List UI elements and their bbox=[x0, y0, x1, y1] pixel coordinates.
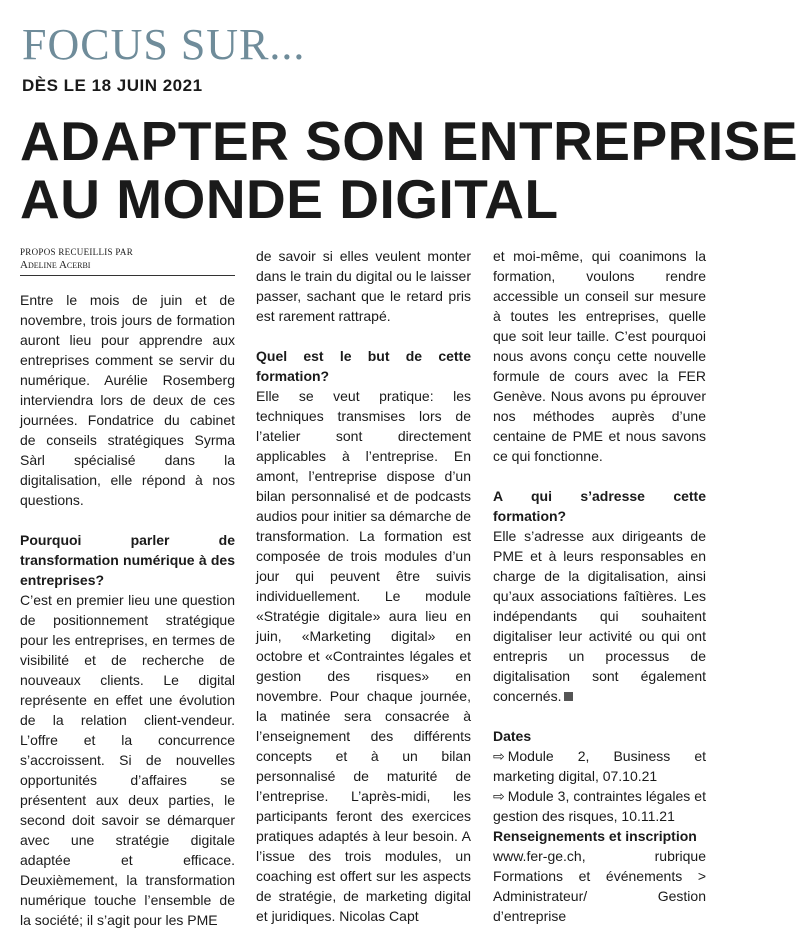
end-mark-icon bbox=[564, 692, 573, 701]
info-box bbox=[493, 826, 706, 926]
headline-line-1: ADAPTER SON ENTREPRISE bbox=[20, 110, 798, 172]
arrow-right-icon: ⇨ bbox=[493, 748, 505, 764]
headline-line-2: AU MONDE DIGITAL bbox=[20, 168, 559, 230]
answer-1-continued: de savoir si elles veulent monter dans le train du digital ou le laisser passer, sachant que le retard pris est rarement rattrapé. bbox=[256, 248, 471, 324]
dates-item-1 bbox=[493, 746, 706, 786]
question-2: Quel est le but de cette formation? bbox=[256, 348, 471, 384]
headline bbox=[20, 110, 798, 230]
answer-2: Elle se veut pratique: les techniques transmises lors de l’atelier sont directement applicables à l’entreprise. En amont, l’entreprise dispose d’un bilan personnalisé et de podcasts audios pour initier sa démarche de transformation. La formation est composée de trois modules d’un jour qui peuvent être suivis individuellement. Le module «Stratégie digitale» aura lieu en juin, «Marketing digital» en octobre et «Contraintes légales et gestion des risques» en novembre. Pour chaque journée, la matinée sera consacrée à l’enseignement des différents concepts et à un bilan personnalisé de maturité de l’entreprise. L’après-midi, les participants feront des exercices pratiques adaptés à leur besoin. A l’issue des trois modules, un coaching est offert sur les aspects de stratégie, de marketing digital et juridiques. Nicolas Capt bbox=[256, 388, 471, 924]
dates-title: Dates bbox=[493, 728, 532, 744]
info-text: www.fer-ge.ch, rubrique Formations et événements > Administrateur/ Gestion d’entreprise bbox=[493, 848, 706, 924]
section-kicker: FOCUS SUR... bbox=[22, 20, 306, 69]
answer-3 bbox=[493, 526, 706, 706]
dates-box bbox=[493, 726, 706, 826]
event-date: DÈS LE 18 JUIN 2021 bbox=[22, 76, 203, 95]
answer-2-continued: et moi-même, qui coanimons la formation, voulons rendre accessible un conseil sur mesure à toutes les entreprises, quelle que soit leur taille. C’est pourquoi nous avons conçu cette nouvelle formule de cours avec la FER Genève. Nous avons pu éprouver nos méthodes auprès d’une centaine de PME et nous savons ce qui fonctionne. bbox=[493, 248, 706, 464]
column-1 bbox=[20, 246, 235, 930]
byline-name: Adeline Acerbi bbox=[20, 258, 235, 276]
dates-item-2-text: Module 3, contraintes légales et gestion des risques, 10.11.21 bbox=[493, 788, 706, 824]
dates-item-1-text: Module 2, Business et marketing digital, 07.10.21 bbox=[493, 748, 706, 784]
answer-1: C’est en premier lieu une question de positionnement stratégique pour les entreprises, en termes de visibilité et de recherche de nouveaux clients. Le digital représente en effet une évolution de la relation client-vendeur. L’offre et la concurrence s’accroissent. Si de nouvelles opportunités d’affaires se présentent aux deux parties, le second doit savoir se démarquer avec une stratégie digitale adaptée et efficace. Deuxièmement, la transformation numérique touche l’ensemble de la société; il s’agit pour les PME bbox=[20, 592, 235, 928]
question-1: Pourquoi parler de transformation numérique à des entreprises? bbox=[20, 532, 235, 588]
info-title: Renseignements et inscription bbox=[493, 828, 697, 844]
dates-item-2 bbox=[493, 786, 706, 826]
question-3: A qui s’adresse cette formation? bbox=[493, 488, 706, 524]
byline-label: PROPOS RECUEILLIS PAR bbox=[20, 247, 133, 257]
column-3 bbox=[493, 246, 706, 926]
intro-paragraph: Entre le mois de juin et de novembre, trois jours de formation auront lieu pour apprendre aux entreprises comment se servir du numérique. Aurélie Rosemberg interviendra lors de deux de ces journées. Fondatrice du cabinet de conseils stratégiques Syrma Sàrl spécialisé dans la digitalisation, elle répond à nos questions. bbox=[20, 292, 235, 508]
answer-3-text: Elle s’adresse aux dirigeants de PME et à leurs responsables en charge de la digitalisation, ainsi qu’aux associations faîtières. Les indépendants qui souhaitent digitaliser leur activité ou qui ont entrepris un processus de digitalisation sont également concernés. bbox=[493, 528, 706, 704]
column-2 bbox=[256, 246, 471, 926]
arrow-right-icon: ⇨ bbox=[493, 788, 505, 804]
